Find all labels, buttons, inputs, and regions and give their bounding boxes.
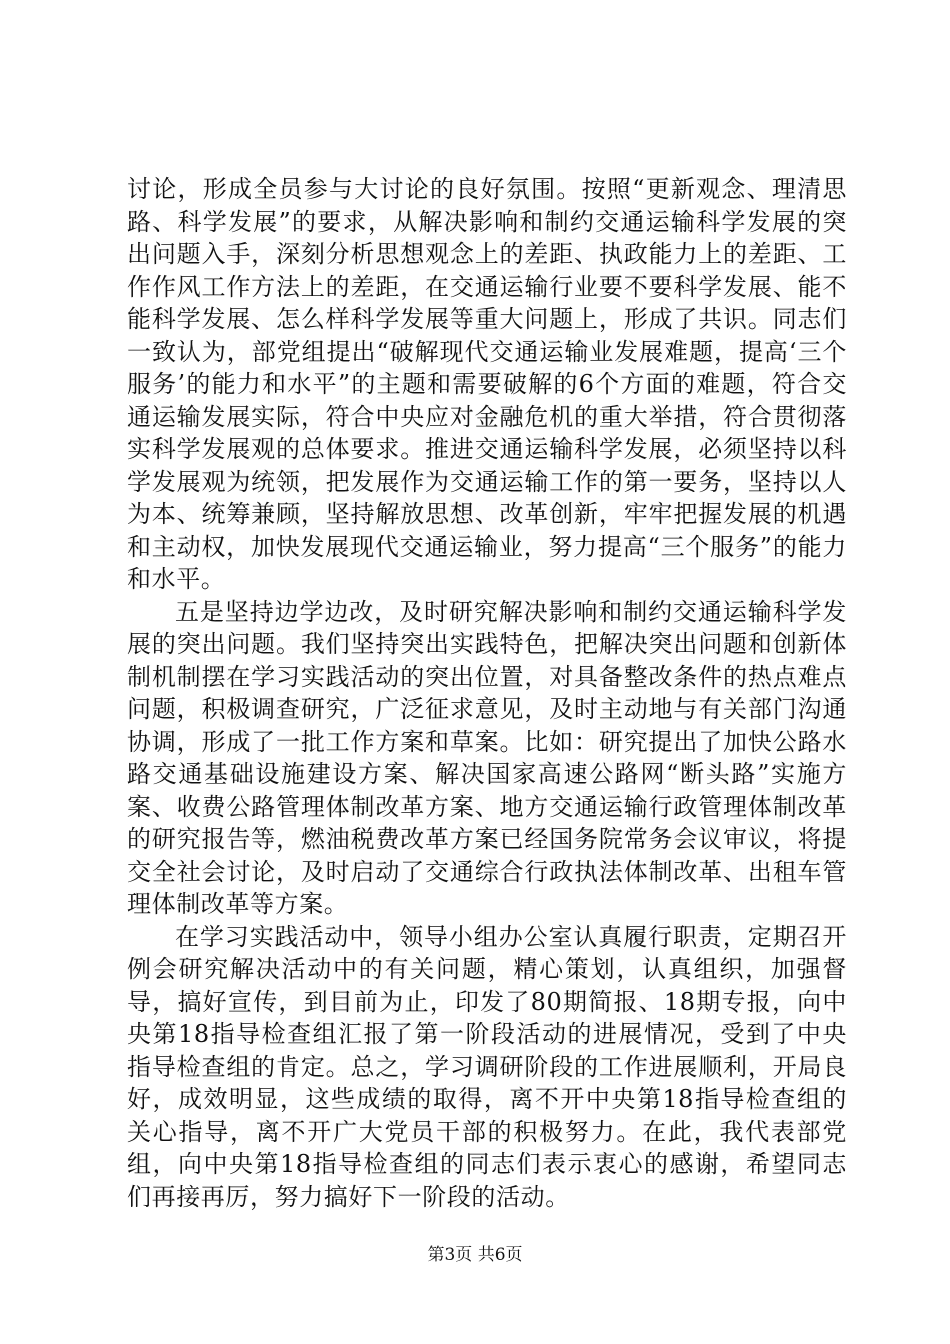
paragraph-continuation: 讨论，形成全员参与大讨论的良好氛围。按照“更新观念、理清思路、科学发展”的要求，从解决影响和制约交通运输科学发展的突出问题入手，深刻分析思想观念上的差距、执政能力上的差距、工作作风工作方法上的差距，在交通运输行业要不要科学发展、能不能科学发展、怎么样科学发展等重大问题上，形成了共识。同志们一致认为，部党组提出“破解现代交通运输业发展难题，提高‘三个服务’的能力和水平”的主题和需要破解的6个方面的难题，符合交通运输发展实际，符合中央应对金融危机的重大举措，符合贯彻落实科学发展观的总体要求。推进交通运输科学发展，必须坚持以科学发展观为统领，把发展作为交通运输工作的第一要务，坚持以人为本、统筹兼顾，坚持解放思想、改革创新，牢牢把握发展的机遇和主动权，加快发展现代交通运输业，努力提高“三个服务”的能力和水平。: [127, 175, 847, 593]
paragraph-summary: 在学习实践活动中，领导小组办公室认真履行职责，定期召开例会研究解决活动中的有关问题，精心策划，认真组织，加强督导，搞好宣传，到目前为止，印发了80期简报、18期专报，向中央第18指导检查组汇报了第一阶段活动的进展情况，受到了中央指导检查组的肯定。总之，学习调研阶段的工作进展顺利，开局良好，成效明显，这些成绩的取得，离不开中央第18指导检查组的关心指导，离不开广大党员干部的积极努力。在此，我代表部党组，向中央第18指导检查组的同志们表示衷心的感谢，希望同志们再接再厉，努力搞好下一阶段的活动。: [127, 922, 847, 1211]
document-body: [127, 173, 847, 1213]
page-number-footer: 第3页 共6页: [427, 1245, 523, 1265]
paragraph-five: 五是坚持边学边改，及时研究解决影响和制约交通运输科学发展的突出问题。我们坚持突出实践特色，把解决突出问题和创新体制机制摆在学习实践活动的突出位置，对具备整改条件的热点难点问题，积极调查研究，广泛征求意见，及时主动地与有关部门沟通协调，形成了一批工作方案和草案。比如：研究提出了加快公路水路交通基础设施建设方案、解决国家高速公路网“断头路”实施方案、收费公路管理体制改革方案、地方交通运输行政管理体制改革的研究报告等，燃油税费改革方案已经国务院常务会议审议，将提交全社会讨论，及时启动了交通综合行政执法体制改革、出租车管理体制改革等方案。: [127, 597, 847, 918]
